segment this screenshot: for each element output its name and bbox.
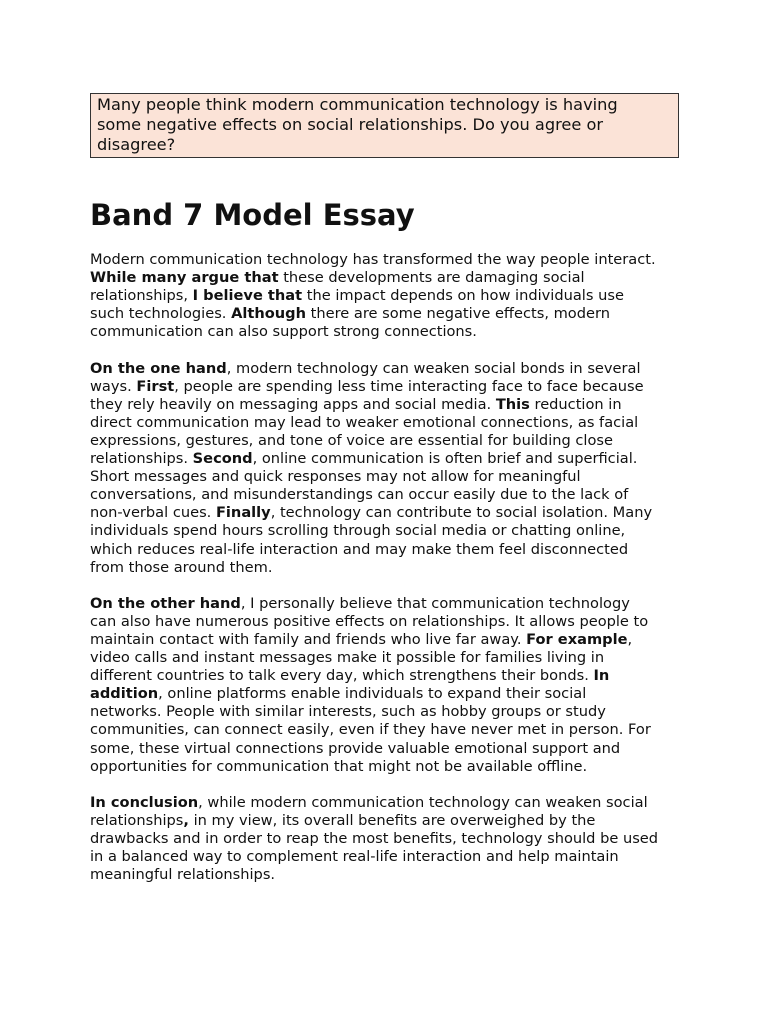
bold-phrase: Although [231, 305, 306, 323]
bold-phrase: While many argue that [90, 269, 279, 287]
text-run: non-verbal cues. [90, 504, 216, 522]
text-run: meaningful relationships. [90, 866, 276, 884]
bold-phrase: On the other hand [90, 594, 241, 612]
essay-line [90, 468, 690, 486]
essay-line [90, 667, 690, 685]
text-run: these developments are damaging social [278, 269, 585, 287]
essay-line [90, 450, 690, 468]
text-run: relationships, [90, 287, 193, 305]
text-run: , I personally believe that communication technology [240, 594, 630, 612]
text-run: Modern communication technology has transformed the way people interact. [90, 251, 656, 268]
essay-title: Band 7 Model Essay [90, 198, 415, 232]
essay-line [90, 432, 690, 450]
text-run: such technologies. [90, 305, 232, 323]
essay-line [90, 613, 690, 631]
prompt-line: disagree? [97, 135, 176, 154]
essay-line [90, 414, 690, 432]
text-run: video calls and instant messages make it possible for families living in [90, 649, 605, 667]
essay-line [90, 866, 690, 884]
text-run: communities, can connect easily, even if they have never met in person. For [90, 721, 651, 739]
essay-line [90, 649, 690, 667]
bold-phrase: For example [526, 630, 628, 648]
essay-line [90, 559, 690, 577]
bold-phrase: In [593, 667, 610, 685]
essay-line [90, 794, 690, 812]
text-run: relationships [90, 811, 184, 829]
text-run: , [627, 630, 633, 648]
essay-prompt-box [90, 93, 679, 158]
text-run: individuals spend hours scrolling through social media or chatting online, [90, 522, 626, 540]
text-run: conversations, and misunderstandings can occur easily due to the lack of [90, 486, 629, 504]
essay-line [90, 740, 690, 758]
essay-line [90, 504, 690, 522]
essay-line [90, 685, 690, 703]
text-run: relationships. [90, 450, 193, 468]
bold-phrase: This [495, 395, 530, 413]
bold-phrase: addition [90, 685, 159, 703]
prompt-line: some negative effects on social relationships. Do you agree or [97, 115, 604, 134]
essay-line [90, 703, 690, 721]
essay-line [90, 812, 690, 830]
text-run: different countries to talk every day, which strengthens their bonds. [90, 667, 594, 685]
bold-phrase: Finally [215, 504, 271, 522]
bold-phrase: First [136, 377, 175, 395]
bold-phrase: I believe that [192, 287, 303, 305]
essay-line [90, 378, 690, 396]
essay-paragraph [90, 251, 690, 341]
essay-body [90, 251, 690, 902]
text-run: networks. People with similar interests, such as hobby groups or study [90, 703, 606, 721]
essay-line [90, 830, 690, 848]
essay-line [90, 848, 690, 866]
text-run: direct communication may lead to weaker emotional connections, as facial [90, 413, 639, 431]
essay-line [90, 305, 690, 323]
text-run: ways. [90, 377, 137, 395]
text-run: from those around them. [90, 558, 273, 576]
text-run: the impact depends on how individuals use [302, 287, 624, 305]
bold-phrase: In conclusion [90, 793, 199, 811]
essay-line [90, 721, 690, 739]
text-run: in a balanced way to complement real-life interaction and help maintain [90, 848, 619, 866]
bold-phrase: On the one hand [90, 359, 227, 377]
text-run: , while modern communication technology can weaken social [198, 793, 648, 811]
essay-line [90, 522, 690, 540]
text-run: can also have numerous positive effects on relationships. It allows people to [90, 612, 649, 630]
text-run: , modern technology can weaken social bonds in several [226, 359, 641, 377]
essay-line [90, 360, 690, 378]
essay-paragraph [90, 595, 690, 776]
essay-line [90, 758, 690, 776]
essay-line [90, 396, 690, 414]
essay-line [90, 595, 690, 613]
essay-paragraph [90, 360, 690, 577]
essay-line [90, 287, 690, 305]
text-run: some, these virtual connections provide valuable emotional support and [90, 739, 621, 757]
text-run: reduction in [529, 395, 622, 413]
text-run: in my view, its overall benefits are overweighed by the [188, 811, 596, 829]
bold-phrase: Second [192, 450, 253, 468]
prompt-line: Many people think modern communication technology is having [97, 95, 618, 114]
essay-line [90, 486, 690, 504]
text-run: , technology can contribute to social isolation. Many [270, 504, 653, 522]
text-run: communication can also support strong connections. [90, 323, 477, 341]
text-run: drawbacks and in order to reap the most benefits, technology should be used [90, 830, 659, 847]
text-run: there are some negative effects, modern [306, 305, 610, 323]
text-run: , online platforms enable individuals to expand their social [158, 685, 587, 703]
text-run: , online communication is often brief and superficial. [252, 450, 638, 468]
essay-line [90, 269, 690, 287]
text-run: opportunities for communication that might not be available offline. [90, 757, 588, 775]
text-run: they rely heavily on messaging apps and social media. [90, 395, 496, 413]
text-run: Short messages and quick responses may not allow for meaningful [90, 468, 581, 486]
essay-line [90, 631, 690, 649]
bold-phrase: , [183, 811, 189, 829]
essay-line [90, 541, 690, 559]
text-run: expressions, gestures, and tone of voice are essential for building close [90, 431, 613, 449]
text-run: which reduces real-life interaction and may make them feel disconnected [90, 540, 629, 558]
essay-paragraph [90, 794, 690, 884]
text-run: maintain contact with family and friends who live far away. [90, 630, 527, 648]
text-run: , people are spending less time interacting face to face because [174, 377, 644, 395]
essay-line [90, 251, 690, 269]
essay-line [90, 323, 690, 341]
